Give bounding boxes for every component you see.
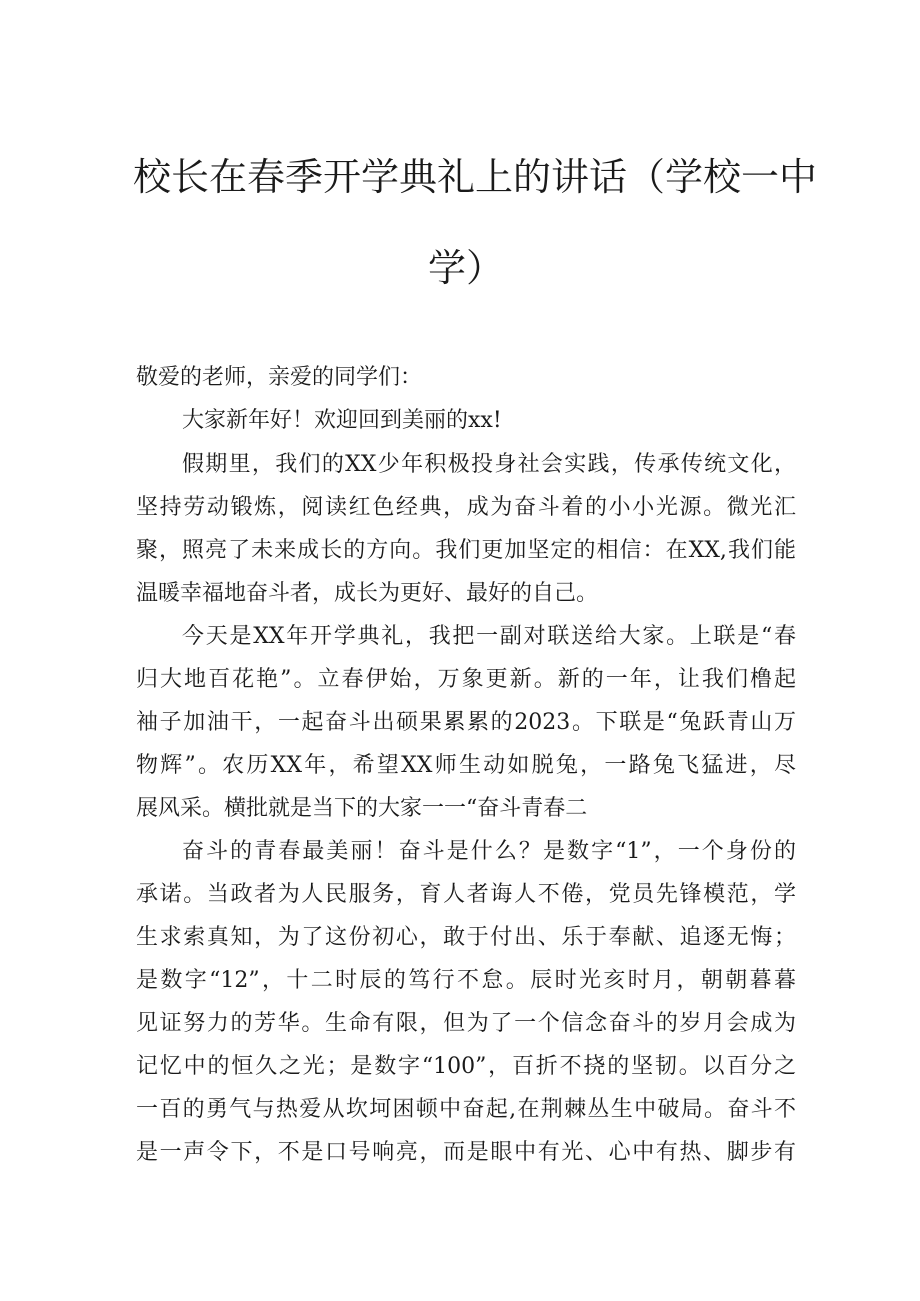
paragraph-line: 物辉”。农历XX年，希望XX师生动如脱兔，一路兔飞猛进，尽 [136,753,796,778]
paragraph-line: 今天是XX年开学典礼，我把一副对联送给大家。上联是“春 [182,624,796,649]
paragraph-line: 坚持劳动锻炼，阅读红色经典，成为奋斗着的小小光源。微光汇 [136,495,796,520]
greeting-line: 大家新年好！欢迎回到美丽的xx! [182,408,502,433]
document-title-line-2: 学） [428,246,505,290]
paragraph-line: 温暖幸福地奋斗者，成长为更好、最好的自己。 [136,581,599,606]
paragraph-line: 奋斗的青春最美丽！奋斗是什么？是数字“1”，一个身份的 [182,839,796,864]
paragraph-line: 归大地百花艳”。立春伊始，万象更新。新的一年，让我们橹起 [136,667,796,692]
paragraph-line: 假期里，我们的XX少年积极投身社会实践，传承传统文化， [182,452,796,477]
paragraph-line: 展风采。横批就是当下的大家一一“奋斗青春二 [136,796,588,821]
paragraph-line: 是数字“12”，十二时辰的笃行不怠。辰时光亥时月，朝朝暮暮 [136,968,796,993]
paragraph-line: 生求索真知，为了这份初心，敢于付出、乐于奉献、追逐无悔； [136,925,796,950]
salutation-line: 敬爱的老师，亲爱的同学们： [136,365,423,390]
paragraph-line: 聚，照亮了未来成长的方向。我们更加坚定的相信：在XX,我们能 [136,538,796,563]
paragraph-line: 记忆中的恒久之光；是数字“100”，百折不挠的坚韧。以百分之 [136,1054,796,1079]
paragraph-line: 袖子加油干，一起奋斗出硕果累累的2023。下联是“兔跃青山万 [136,710,796,735]
document-title-line-1: 校长在春季开学典礼上的讲话（学校一中 [133,155,818,199]
paragraph-line: 见证努力的芳华。生命有限，但为了一个信念奋斗的岁月会成为 [136,1011,796,1036]
paragraph-line: 是一声令下，不是口号响亮，而是眼中有光、心中有热、脚步有 [136,1140,796,1165]
paragraph-line: 一百的勇气与热爱从坎坷困顿中奋起,在荆棘丛生中破局。奋斗不 [136,1097,796,1122]
paragraph-line: 承诺。当政者为人民服务，育人者诲人不倦，党员先锋模范，学 [136,882,796,907]
